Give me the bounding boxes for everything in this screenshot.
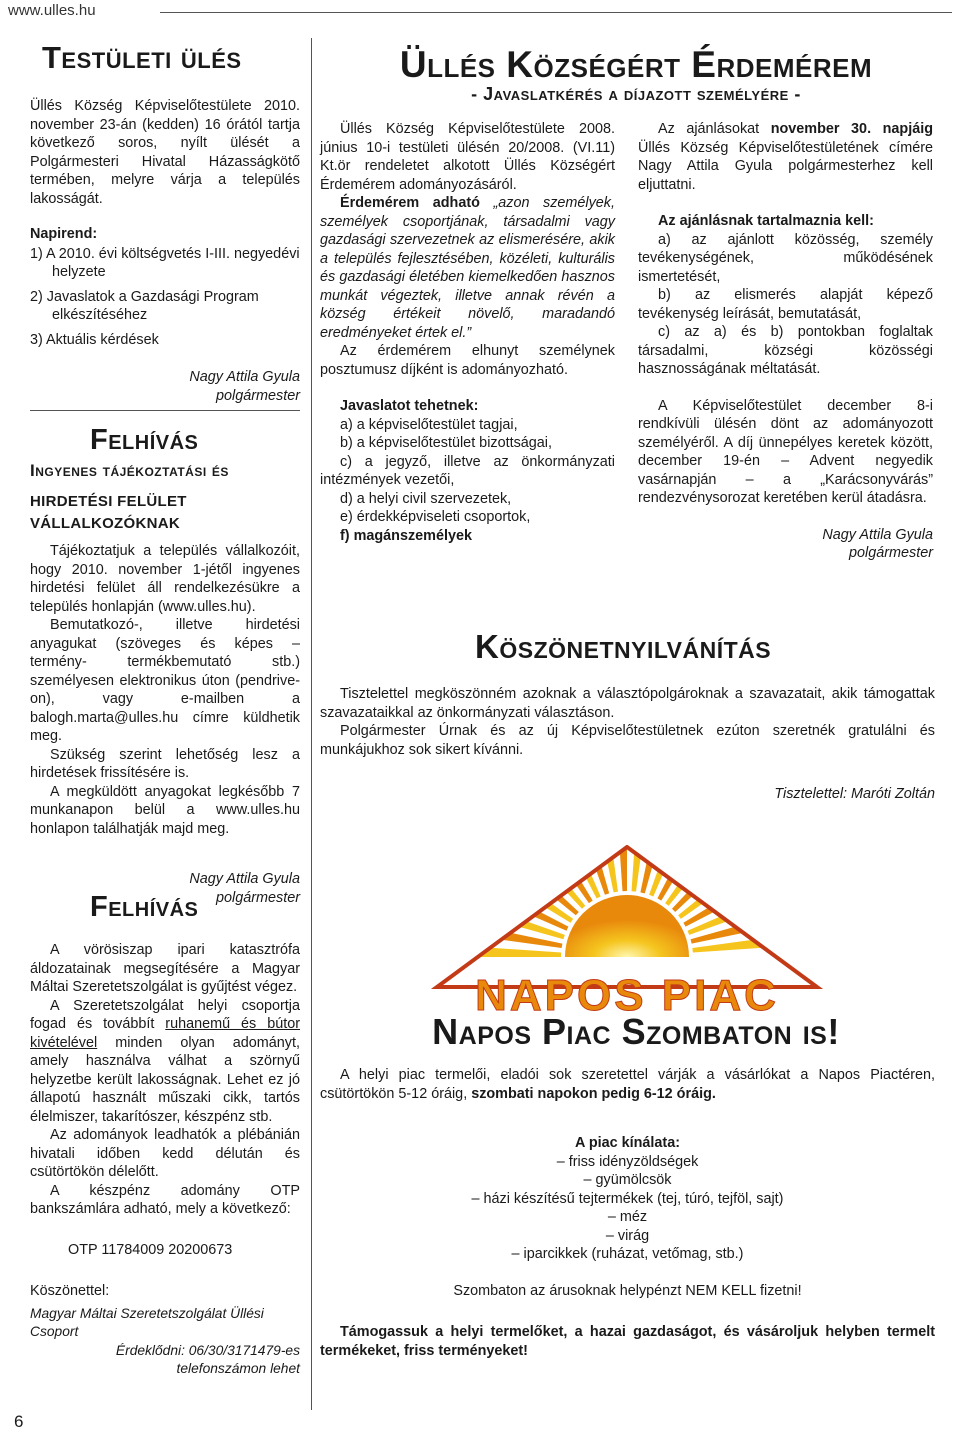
felhivas2-paragraph: Az adományok leadhatók a plébánián hivatali időben kedd délután és csütörtökön délelőtt.	[30, 1127, 300, 1180]
javaslat-item: f) magánszemélyek	[340, 527, 472, 544]
signer-name: Nagy Attila Gyula	[189, 369, 300, 385]
javaslat-item: e) érdekképviseleti csoportok,	[340, 509, 531, 525]
napirend-label: Napirend:	[30, 226, 98, 242]
erdemerem-paragraph: Érdemérem adható „azon személyek, személyek csoportjának, társadalmi vagy gazdasági szervezetnek az elismerésére, akik a település fejlesztésében, közéleti, kulturális és gazdasági életében kiemelkedően hasznos munkát végeztek, illetve annak révén a község értékeit növelő, maradandó eredményeket értek el.”	[320, 195, 615, 341]
page-number: 6	[14, 1412, 24, 1431]
felhivas1-paragraph: Tájékoztatjuk a település vállalkozóit, hogy 2010. november 1-jétől ingyenes hirdetési felület áll rendelkezésükre a település honlapján (www.ulles.hu).	[30, 543, 300, 615]
bank-account: OTP 11784009 20200673	[68, 1241, 233, 1258]
testuleti-title: Testületi ülés	[42, 40, 242, 75]
napirend-item: 2) Javaslatok a Gazdasági Program elkészítéséhez	[30, 288, 259, 323]
ajanlas-item: b) az elismerés alapját képező tevékenység leírását, bemutatását,	[638, 287, 933, 322]
erdemerem-paragraph: Az ajánlásokat november 30. napjáig Üllés Község Képviselőtestületének címére Nagy Attila Gyula polgármesterhez kell eljuttatni.	[638, 121, 933, 193]
felhivas1-section	[30, 423, 300, 907]
napos-title: Napos Piac Szombaton is!	[432, 1011, 840, 1052]
felhivas2-title: Felhívás	[90, 891, 199, 923]
signer-title: polgármester	[216, 889, 300, 906]
felhivas1-title: Felhívás	[90, 424, 199, 456]
napos-paragraph: A helyi piac termelői, eladói sok szeretettel várják a vásárlókat a Napos Piactéren, csütörtökön 5-12 óráig, szombati napokon pedig 6-12 óráig.	[320, 1067, 935, 1102]
felhivas2-paragraph: A készpénz adomány OTP bankszámlára adható, mely a következő:	[30, 1182, 300, 1217]
napos-piac-logo	[415, 845, 840, 1015]
erdemerem-col2	[638, 120, 933, 563]
koszonet-title: Köszönetnyilvánítás	[475, 628, 772, 665]
felhivas1-paragraph: Bemutatkozó-, illetve hirdetési anyagukat (szöveges és képes – termény- termékbemutató stb.) személyesen elektronikus úton (pendrive-on), vagy e-mailben a balogh.marta@ulles.hu címre küldhetik meg.	[30, 617, 300, 744]
javaslat-item: c) a jegyző, illetve az önkormányzati intézmények vezetői,	[320, 453, 615, 488]
koszonet-signature: Tisztelettel: Maróti Zoltán	[774, 786, 935, 802]
koszonet-section	[320, 685, 935, 804]
napirend-item: 3) Aktuális kérdések	[30, 331, 159, 348]
javaslat-label: Javaslatot tehetnek:	[340, 398, 479, 414]
felhivas1-paragraph: Szükség szerint lehetőség lesz a hirdetések frissítésére is.	[30, 746, 300, 781]
koszonet-paragraph: Polgármester Úrnak és az új Képviselőtestületnek ezúton szeretnék gratulálni és munkájukhoz sok sikert kívánni.	[320, 723, 935, 758]
napos-section	[320, 1066, 935, 1360]
napirend-item: 1) A 2010. évi költségvetés I-III. negyedévi helyzete	[30, 245, 300, 280]
signer-title: polgármester	[216, 387, 300, 404]
felhivas2-section	[30, 890, 300, 1379]
signer-title: polgármester	[849, 545, 933, 561]
section-rule	[30, 410, 300, 411]
javaslat-item: b) a képviselőtestület bizottságai,	[340, 435, 552, 451]
sun-ray-icon	[541, 845, 593, 903]
contact-line: Érdeklődni: 06/30/3171479-es	[115, 1342, 300, 1358]
erdemerem-col1	[320, 120, 615, 545]
signer-name: Nagy Attila Gyula	[822, 526, 933, 543]
testuleti-body: Üllés Község Képviselőtestülete 2010. november 23-án (kedden) 16 órától tartja következő soros, nyílt ülését a Polgármesteri Hivatal Házasságkötő termében, melyre várja a település lakosságát.	[30, 98, 300, 207]
signer-name: Nagy Attila Gyula	[189, 871, 300, 887]
org-name: Magyar Máltai Szeretetszolgálat Üllési Csoport	[30, 1305, 264, 1339]
napos-note: Szombaton az árusoknak helypénzt NEM KELL fizetni!	[453, 1282, 802, 1299]
felhivas2-paragraph: A Szeretetszolgálat helyi csoportja fogad és továbbít ruhanemű és bútor kivételével minden olyan adományt, amely használva válhat a szörnyű helyzetbe került lakosságnak. Lehet ez jó állapotú használt műszaki cikk, tartós élelmiszer, takarítószer, készpénz stb.	[30, 997, 300, 1125]
site-url[interactable]: www.ulles.hu	[8, 2, 96, 19]
felhivas1-paragraph: A megküldött anyagokat legkésőbb 7 munkanapon belül a www.ulles.hu honlapon találhatják majd meg.	[30, 783, 300, 837]
underlined-text: ruhanemű és bútor kivételével	[30, 1016, 300, 1051]
erdemerem-subtitle: - Javaslatkérés a díjazott személyére -	[471, 84, 801, 104]
kinalat-item: – gyümölcsök	[583, 1172, 672, 1188]
kinalat-item: – házi készítésű tejtermékek (tej, túró, tejföl, sajt)	[471, 1190, 784, 1207]
erdemerem-paragraph: Üllés Község Képviselőtestülete 2008. június 10-i testületi ülésén 20/2008. (VI.11) Kt.ör rendeletet alkotott Üllés Községért Érdemérem adományozásáról.	[320, 121, 615, 193]
ajanlas-label: Az ajánlásnak tartalmaznia kell:	[658, 213, 874, 229]
ajanlas-item: c) az a) és b) pontokban foglaltak társadalmi, községi közösségi hasznosságának méltatását.	[638, 324, 933, 377]
column-divider	[311, 38, 312, 1410]
thanks-label: Köszönettel:	[30, 1283, 110, 1299]
logo-text: NAPOS PIAC	[475, 971, 779, 1015]
kinalat-item: – friss idényzöldségek	[556, 1153, 699, 1170]
erdemerem-title: Üllés Községért Érdemérem	[399, 44, 873, 85]
kinalat-item: – virág	[605, 1227, 650, 1244]
ajanlas-item: a) az ajánlott közösség, személy tevékenységének, működésének ismertetését,	[638, 231, 933, 285]
koszonet-paragraph: Tisztelettel megköszönném azoknak a választópolgároknak a szavazatait, akik támogattak szavazataikkal az önkormányzati választáson.	[320, 686, 935, 721]
sun-ray-icon	[691, 917, 774, 944]
erdemerem-paragraph: A Képviselőtestület december 8-i rendkívüli ülésén dönt az adományozott személyéről. A díj ünnepélyes keretek között, december 19-én – Advent negyedik vasárnapján – a „Karácsonyvárás” rendezvénysorozat keretében kerül átadásra.	[638, 397, 933, 506]
felhivas2-paragraph: A vörösiszap ipari katasztrófa áldozatainak megsegítésére a Magyar Máltai Szeretetszolgálat is gyűjtést végez.	[30, 942, 300, 995]
felhivas1-subtitle: HIRDETÉSI FELÜLET VÁLLALKOZÓKNAK	[30, 493, 187, 532]
erdemerem-paragraph: Az érdemérem elhunyt személynek posztumusz díjként is adományozható.	[320, 343, 615, 378]
header-rule	[160, 12, 952, 13]
javaslat-item: d) a helyi civil szervezetek,	[340, 490, 512, 507]
javaslat-item: a) a képviselőtestület tagjai,	[340, 416, 518, 433]
kinalat-label: A piac kínálata:	[574, 1135, 681, 1151]
contact-line: telefonszámon lehet	[176, 1361, 300, 1376]
kinalat-item: – méz	[607, 1209, 648, 1225]
napos-closing: Támogassuk a helyi termelőket, a hazai gazdaságot, és vásároljuk helyben termelt termékeket, friss terményeket!	[320, 1324, 935, 1359]
left-column	[30, 40, 300, 405]
kinalat-item: – iparcikkek (ruházat, vetőmag, stb.)	[511, 1246, 744, 1262]
felhivas1-subtitle: Ingyenes tájékoztatási és	[30, 461, 229, 480]
